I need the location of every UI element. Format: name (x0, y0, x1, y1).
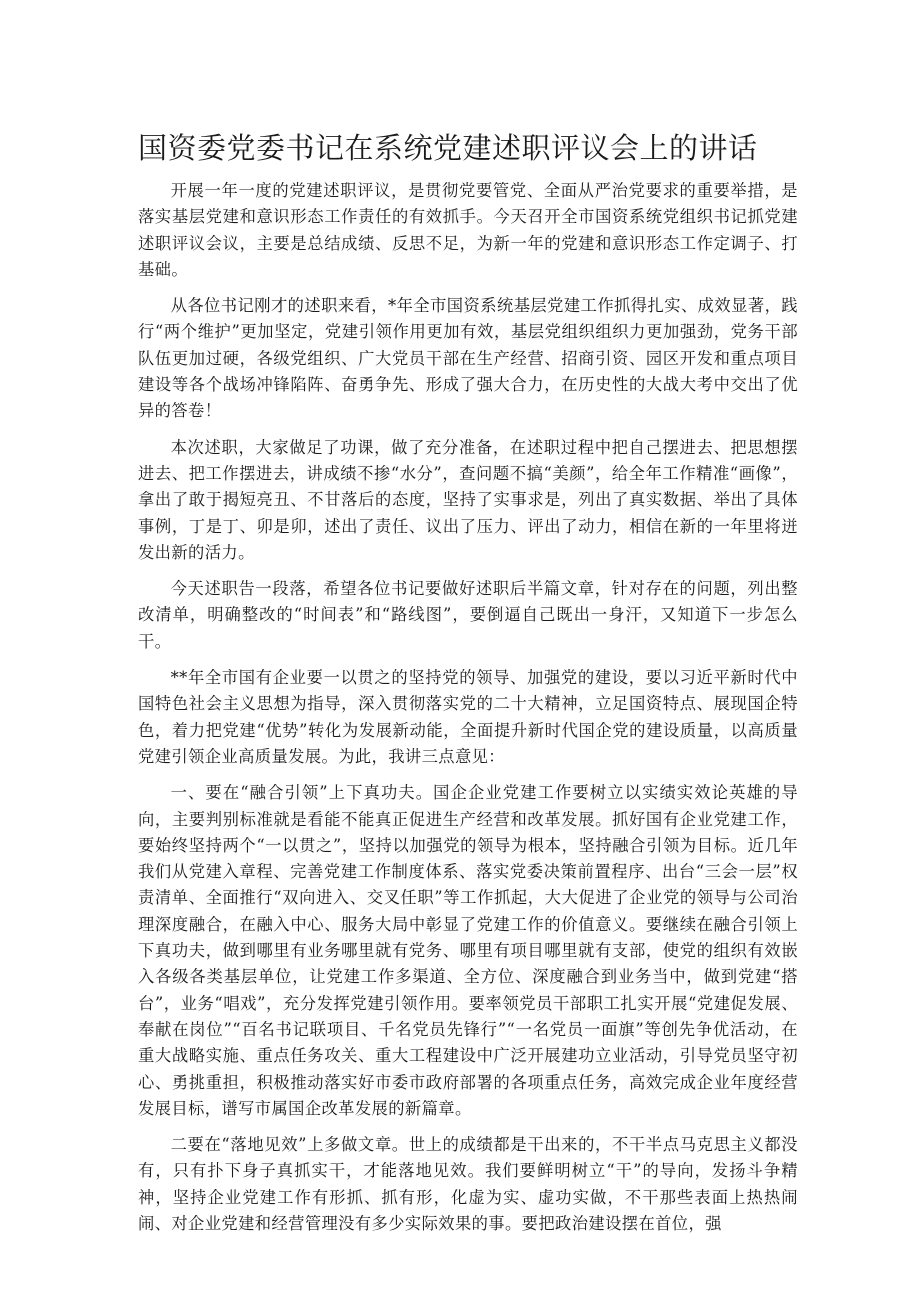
paragraph-follow-up: 今天述职告一段落，希望各位书记要做好述职后半篇文章，针对存在的问题，列出整改清单，明确整改的“时间表”和“路线图”，要倒逼自己既出一身汗，又知道下一步怎么干。 (138, 579, 798, 651)
paragraph-point-two: 二要在“落地见效”上多做文章。世上的成绩都是干出来的，不干半点马克思主义都没有，只有扑下身子真抓实干，才能落地见效。我们要鲜明树立“干”的导向，发扬斗争精神，坚持企业党建工作有形抓、抓有形，化虚为实、虚功实做，不干那些表面上热热闹闹、对企业党建和经营管理没有多少实际效果的事。要把政治建设摆在首位，强 (138, 1135, 798, 1233)
document-body (138, 178, 798, 1243)
paragraph-point-one: 一、要在“融合引领”上下真功夫。国企企业党建工作要树立以实绩实效论英雄的导向，主要判别标准就是看能不能真正促进生产经营和改革发展。抓好国有企业党建工作，要始终坚持两个“一以贯之”，坚持以加强党的领导为根本，坚持融合引领为目标。近几年我们从党建入章程、完善党建工作制度体系、落实党委决策前置程序、出台“三会一层”权责清单、全面推行“双向进入、交叉任职”等工作抓起，大大促进了企业党的领导与公司治理深度融合，在融入中心、服务大局中彰显了党建工作的价值意义。要继续在融合引领上下真功夫，做到哪里有业务哪里就有党务、哪里有项目哪里就有支部，使党的组织有效嵌入各级各类基层单位，让党建工作多渠道、全方位、深度融合到业务当中，做到党建“搭台”，业务“唱戏”，充分发挥党建引领作用。要率领党员干部职工扎实开展“党建促发展、奉献在岗位”“百名书记联项目、千名党员先锋行”“一名党员一面旗”等创先争优活动，在重大战略实施、重点任务攻关、重大工程建设中广泛开展建功立业活动，引导党员坚守初心、勇挑重担，积极推动落实好市委市政府部署的各项重点任务，高效完成企业年度经营发展目标，谱写市属国企改革发展的新篇章。 (138, 783, 798, 1118)
paragraph-review: 从各位书记刚才的述职来看，*年全市国资系统基层党建工作抓得扎实、成效显著，践行“两个维护”更加坚定，党建引领作用更加有效，基层党组织组织力更加强劲，党务干部队伍更加过硬，各级党组织、广大党员干部在生产经营、招商引资、园区开发和重点项目建设等各个战场冲锋陷阵、奋勇争先、形成了强大合力，在历史性的大战大考中交出了优异的答卷！ (138, 296, 798, 421)
paragraph-preparation: 本次述职，大家做足了功课，做了充分准备，在述职过程中把自己摆进去、把思想摆进去、把工作摆进去，讲成绩不掺“水分”，查问题不搞“美颜”，给全年工作精准“画像”，拿出了敢于揭短亮丑、不甘落后的态度，坚持了实事求是，列出了真实数据、举出了具体事例，丁是丁、卯是卯，述出了责任、议出了压力、评出了动力，相信在新的一年里将迸发出新的活力。 (138, 437, 798, 562)
paragraph-intro: 开展一年一度的党建述职评议，是贯彻党要管党、全面从严治党要求的重要举措，是落实基层党建和意识形态工作责任的有效抓手。今天召开全市国资系统党组织书记抓党建述职评议会议，主要是总结成绩、反思不足，为新一年的党建和意识形态工作定调子、打基础。 (138, 181, 798, 279)
document-title: 国资委党委书记在系统党建述职评议会上的讲话 (138, 131, 758, 165)
paragraph-goals: **年全市国有企业要一以贯之的坚持党的领导、加强党的建设，要以习近平新时代中国特色社会主义思想为指导，深入贯彻落实党的二十大精神，立足国资特点、展现国企特色，着力把党建“优势”转化为发展新动能，全面提升新时代国企党的建设质量，以高质量党建引领企业高质量发展。为此，我讲三点意见： (138, 668, 798, 766)
